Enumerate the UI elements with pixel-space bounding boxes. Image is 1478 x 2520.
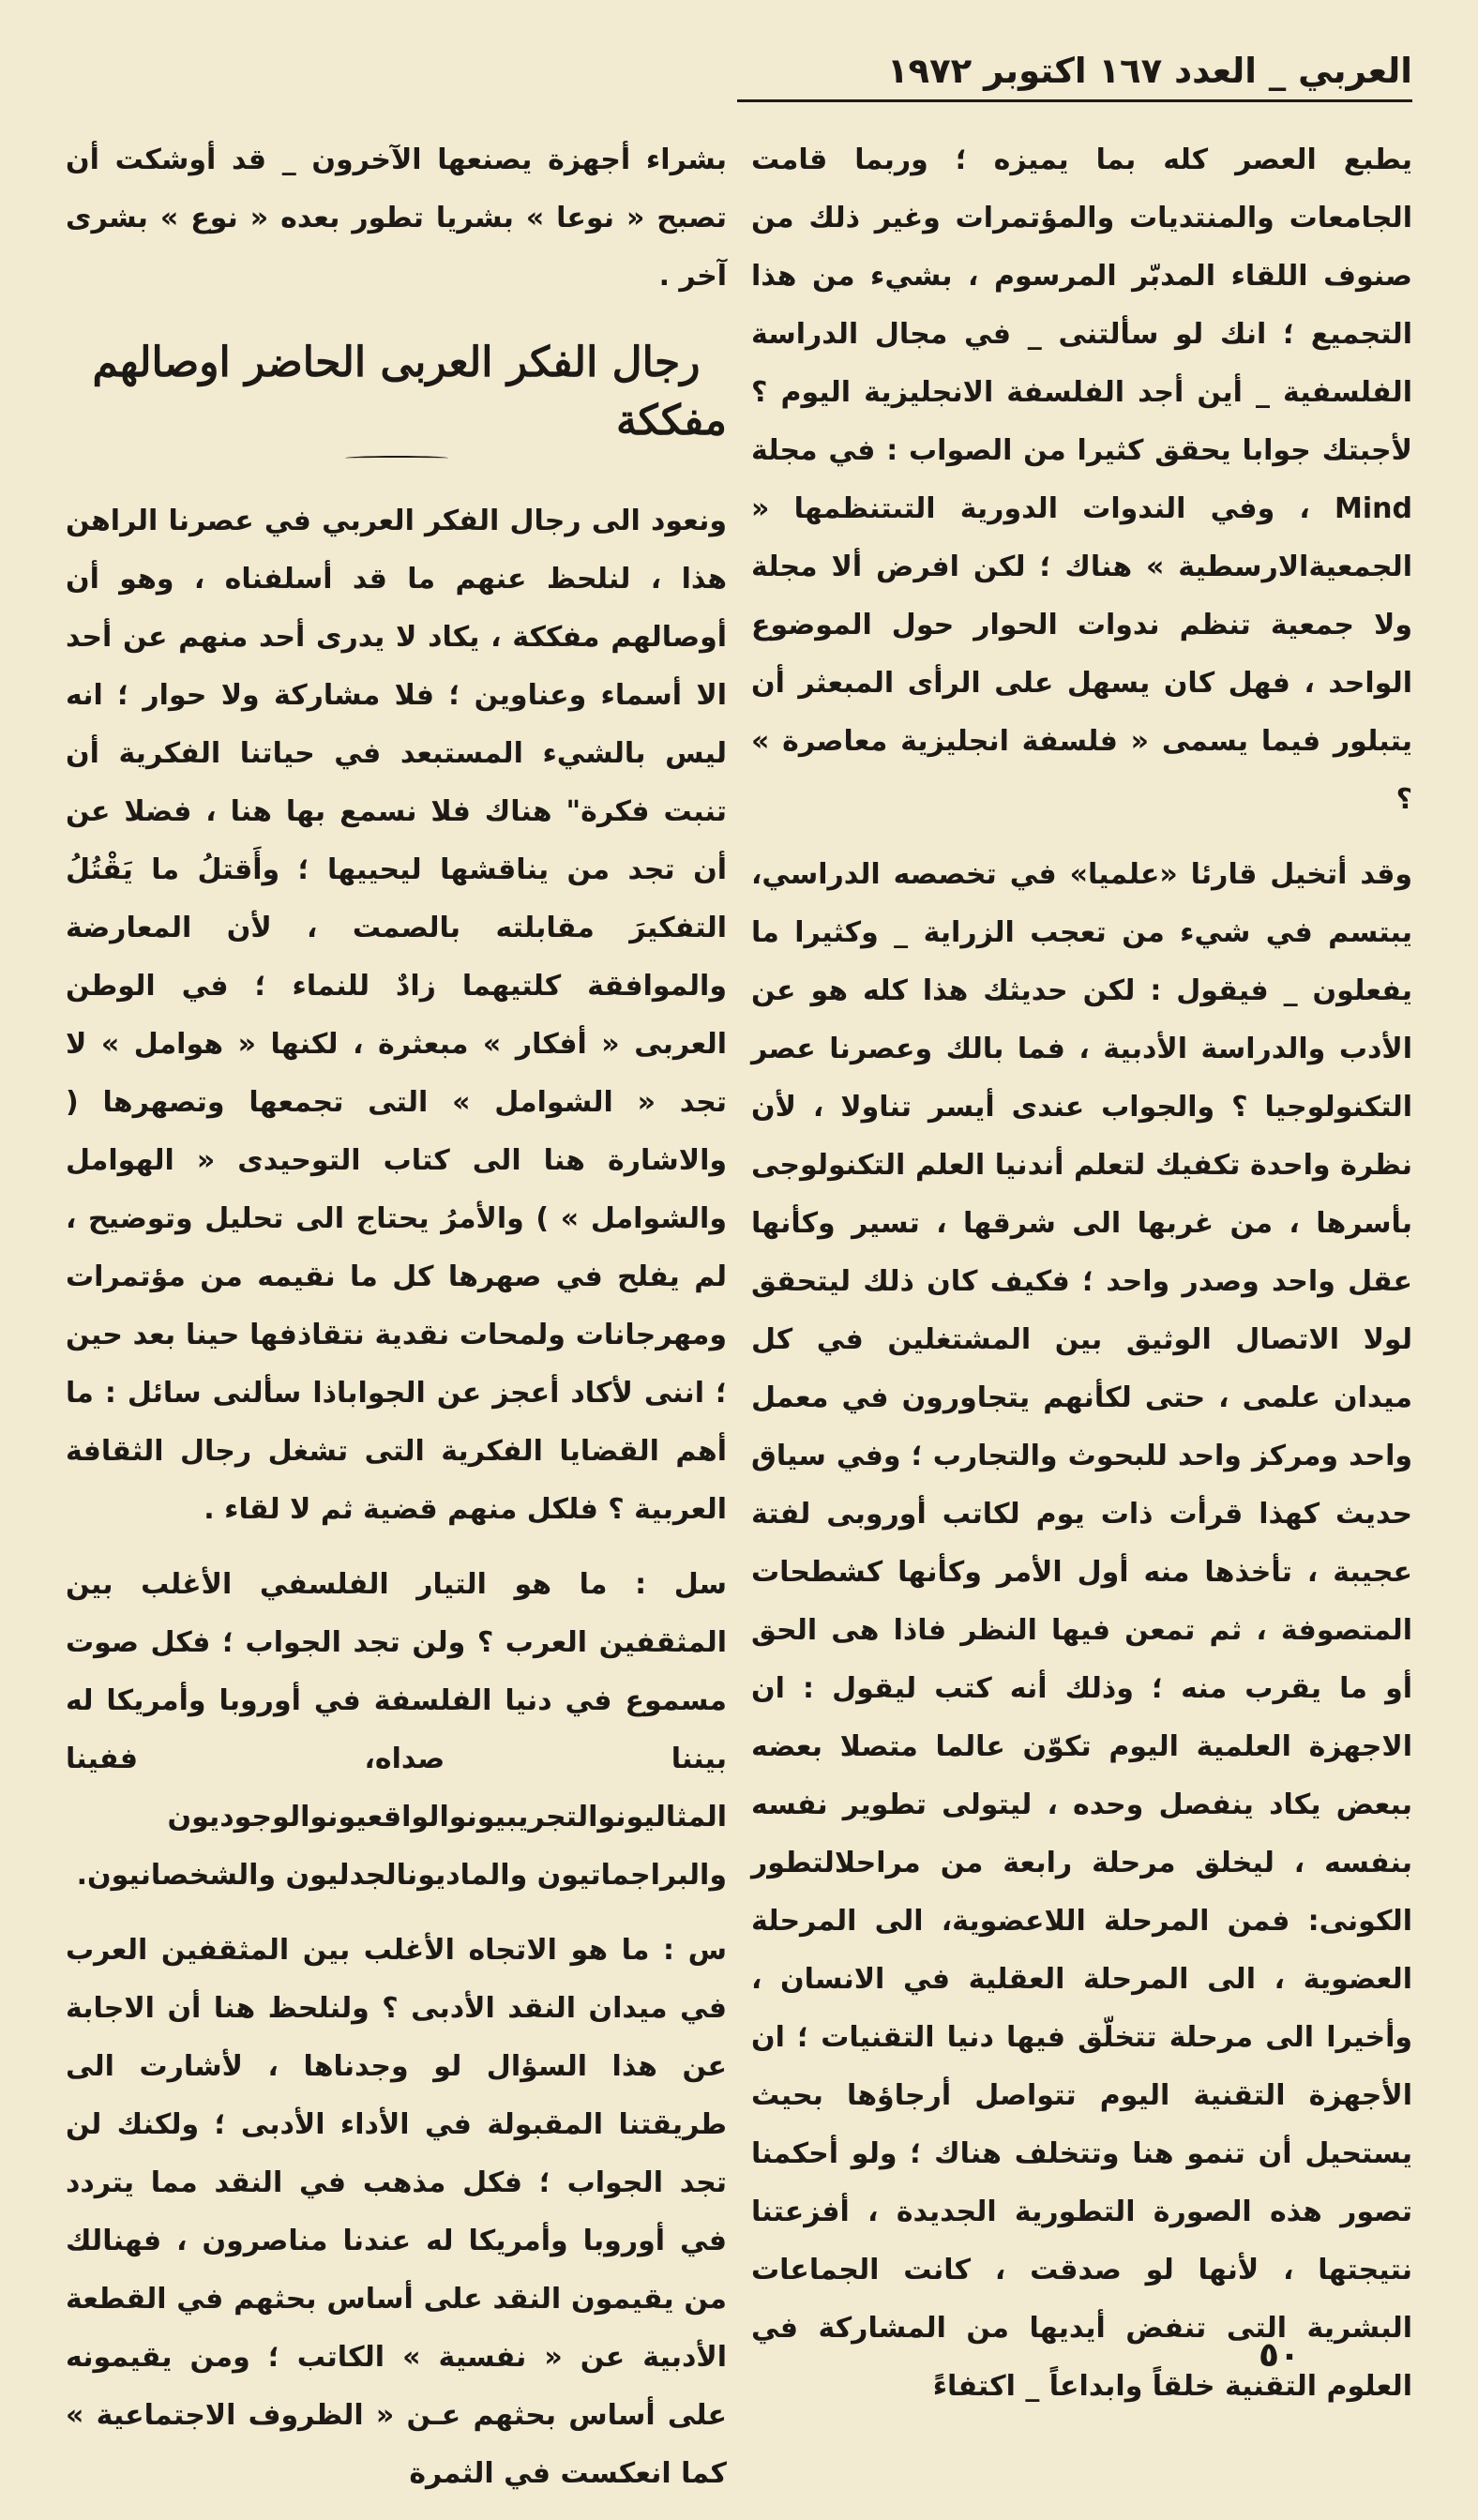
left-column	[66, 131, 727, 2520]
paragraph: يطبع العصر كله بما يميزه ؛ وربما قامت الجامعات والمنتديات والمؤتمرات وغير ذلك من صنوف اللقاء المدبّر المرسوم ، بشيء من هذا التجميع ؛ انك لو سألتنى _ في مجال الدراسة الفلسفية _ أين أجد الفلسفة الانجليزية اليوم ؟ لأجبتك جوابا يحقق كثيرا من الصواب : في مجلة Mind ، وفي الندوات الدورية التىتنظمها « الجمعيةالارسطية » هناك ؛ لكن افرض ألا مجلة ولا جمعية تنظم ندوات الحوار حول الموضوع الواحد ، فهل كان يسهل على الرأى المبعثر أن يتبلور فيما يسمى « فلسفة انجليزية معاصرة » ؟	[751, 143, 1412, 816]
page-number: ٥٠	[1259, 2336, 1300, 2375]
paragraph: سل : ما هو التيار الفلسفي الأغلب بين المثقفين العرب ؟ ولن تجد الجواب ؛ فكل صوت مسموع في دنيا الفلسفة في أوروبا وأمريكا له بيننا صداه، ففينا المثاليونوالتجريبيونوالواقعيونوالوجوديون والبراجماتيون والماديونالجدليون والشخصانيون.	[66, 1568, 727, 1892]
running-header	[737, 49, 1412, 102]
running-title: العربي _ العدد ١٦٧ اكتوبر ١٩٧٢	[886, 51, 1412, 91]
right-column	[751, 131, 1412, 2433]
intro-paragraph: بشراء أجهزة يصنعها الآخرون _ قد أوشكت أن تصبح « نوعا » بشريا تطور بعده « نوع » بشرى آخر .	[66, 143, 727, 293]
title-divider	[345, 456, 448, 460]
paragraph: س : ما هو الاتجاه الأغلب بين المثقفين العرب في ميدان النقد الأدبى ؟ ولنلحظ هنا أن الاجابة عن هذا السؤال لو وجدناها ، لأشارت الى طريقتنا المقبولة في الأداء الأدبى ؛ ولكنك لن تجد الجواب ؛ فكل مذهب في النقد مما يتردد في أوروبا وأمريكا له عندنا مناصرون ، فهنالك من يقيمون النقد على أساس بحثهم في القطعة الأدبية عن « نفسية » الكاتب ؛ ومن يقيمونه على أساس بحثهم عـن « الظروف الاجتماعية » كما انعكست في الثمرة	[66, 1934, 727, 2490]
section-title: رجال الفكر العربى الحاضر اوصالهم مفككة	[92, 339, 727, 445]
paragraph: وقد أتخيل قارئا «علميا» في تخصصه الدراسي، يبتسم في شيء من تعجب الزراية _ وكثيرا ما يفعلون _ فيقول : لكن حديثك هذا كله هو عن الأدب والدراسة الأدبية ، فما بالك وعصرنا عصر التكنولوجيا ؟ والجواب عندى أيسر تناولا ، لأن نظرة واحدة تكفيك لتعلم أندنيا العلم التكنولوجى بأسرها ، من غربها الى شرقها ، تسير وكأنها عقل واحد وصدر واحد ؛ فكيف كان ذلك ليتحقق لولا الاتصال الوثيق بين المشتغلين في كل ميدان علمى ، حتى لكأنهم يتجاورون في معمل واحد ومركز واحد للبحوث والتجارب ؛ وفي سياق حديث كهذا قرأت ذات يوم لكاتب أوروبى لفتة عجيبة ، تأخذها منه أول الأمر وكأنها كشطحات المتصوفة ، ثم تمعن فيها النظر فاذا هى الحق أو ما يقرب منه ؛ وذلك أنه كتب ليقول : ان الاجهزة العلمية اليوم تكوّن عالما متصلا بعضه ببعض يكاد ينفصل وحده ، ليتولى تطوير نفسه بنفسه ، ليخلق مرحلة رابعة من مراحلالتطور الكونى: فمن المرحلة اللاعضوية، الى المرحلة العضوية ، الى المرحلة العقلية في الانسان ، وأخيرا الى مرحلة تتخلّق فيها دنيا التقنيات ؛ ان الأجهزة التقنية اليوم تتواصل أرجاؤها بحيث يستحيل أن تنمو هنا وتتخلف هناك ؛ ولو أحكمنا تصور هذه الصورة التطورية الجديدة ، أفزعتنا نتيجتها ، لأنها لو صدقت ، كانت الجماعات البشرية التى تنفض أيديها من المشاركة في العلوم التقنية خلقاً وابداعاً _ اكتفاءً	[751, 858, 1412, 2403]
paragraph: ونعود الى رجال الفكر العربي في عصرنا الراهن هذا ، لنلحظ عنهم ما قد أسلفناه ، وهو أن أوصالهم مفككة ، يكاد لا يدرى أحد منهم عن أحد الا أسماء وعناوين ؛ فلا مشاركة ولا حوار ؛ انه ليس بالشيء المستبعد في حياتنا الفكرية أن تنبت فكرة" هناك فلا نسمع بها هنا ، فضلا عن أن تجد من يناقشها ليحييها ؛ وأَقتلُ ما يَقْتُلُ التفكيرَ مقابلته بالصمت ، لأن المعارضة والموافقة كلتيهما زادٌ للنماء ؛ في الوطن العربى « أفكار » مبعثرة ، لكنها « هوامل » لا تجد « الشوامل » التى تجمعها وتصهرها ( والاشارة هنا الى كتاب التوحيدى « الهوامل والشوامل » ) والأمرُ يحتاج الى تحليل وتوضيح ، لم يفلح في صهرها كل ما نقيمه من مؤتمرات ومهرجانات ولمحات نقدية نتقاذفها حينا بعد حين ؛ اننى لأكاد أعجز عن الجواباذا سألنى سائل : ما أهم القضايا الفكرية التى تشغل رجال الثقافة العربية ؟ فلكل منهم قضية ثم لا لقاء .	[66, 505, 727, 1526]
